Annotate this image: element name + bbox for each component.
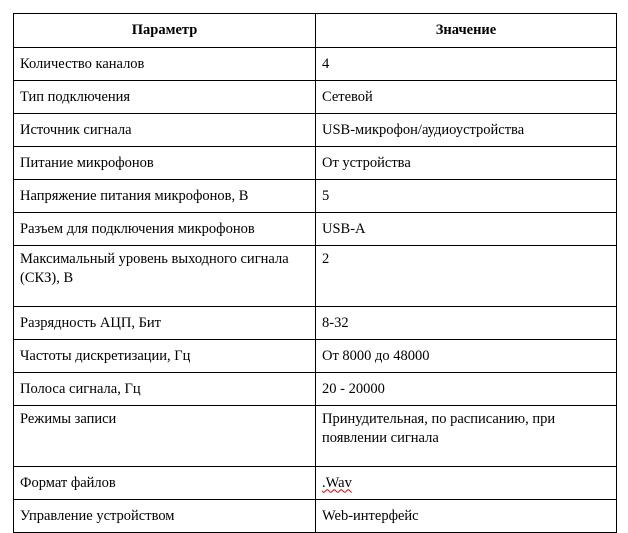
param-cell: Формат файлов bbox=[14, 467, 316, 500]
value-cell: Сетевой bbox=[316, 81, 617, 114]
param-cell: Разрядность АЦП, Бит bbox=[14, 307, 316, 340]
value-cell: 8-32 bbox=[316, 307, 617, 340]
table-row bbox=[14, 81, 617, 114]
table-row bbox=[14, 340, 617, 373]
param-cell: Режимы записи bbox=[14, 406, 316, 467]
spec-table bbox=[13, 13, 617, 533]
value-cell: От 8000 до 48000 bbox=[316, 340, 617, 373]
value-cell: Web-интерфейс bbox=[316, 500, 617, 533]
param-cell: Напряжение питания микрофонов, В bbox=[14, 180, 316, 213]
table-row bbox=[14, 114, 617, 147]
value-cell: 5 bbox=[316, 180, 617, 213]
table-row bbox=[14, 180, 617, 213]
value-cell bbox=[316, 467, 617, 500]
value-cell: 4 bbox=[316, 48, 617, 81]
table-row bbox=[14, 467, 617, 500]
header-row bbox=[14, 14, 617, 48]
value-cell: От устройства bbox=[316, 147, 617, 180]
file-format-value: .Wav bbox=[322, 474, 352, 491]
param-cell: Питание микрофонов bbox=[14, 147, 316, 180]
header-value: Значение bbox=[316, 14, 617, 48]
param-cell: Количество каналов bbox=[14, 48, 316, 81]
table-row bbox=[14, 373, 617, 406]
param-cell: Источник сигнала bbox=[14, 114, 316, 147]
value-cell: 2 bbox=[316, 246, 617, 307]
table-row bbox=[14, 213, 617, 246]
table-row bbox=[14, 307, 617, 340]
param-cell: Максимальный уровень выходного сигнала (СКЗ), В bbox=[14, 246, 316, 307]
table-row bbox=[14, 48, 617, 81]
table-row bbox=[14, 147, 617, 180]
value-cell: Принудительная, по расписанию, при появлении сигнала bbox=[316, 406, 617, 467]
param-cell: Частоты дискретизации, Гц bbox=[14, 340, 316, 373]
param-cell: Полоса сигнала, Гц bbox=[14, 373, 316, 406]
param-cell: Разъем для подключения микрофонов bbox=[14, 213, 316, 246]
param-cell: Тип подключения bbox=[14, 81, 316, 114]
table-row bbox=[14, 500, 617, 533]
value-cell: 20 - 20000 bbox=[316, 373, 617, 406]
value-cell: USB-микрофон/аудиоустройства bbox=[316, 114, 617, 147]
header-parameter: Параметр bbox=[14, 14, 316, 48]
value-cell: USB-A bbox=[316, 213, 617, 246]
param-cell: Управление устройством bbox=[14, 500, 316, 533]
table-row bbox=[14, 406, 617, 467]
table-row bbox=[14, 246, 617, 307]
